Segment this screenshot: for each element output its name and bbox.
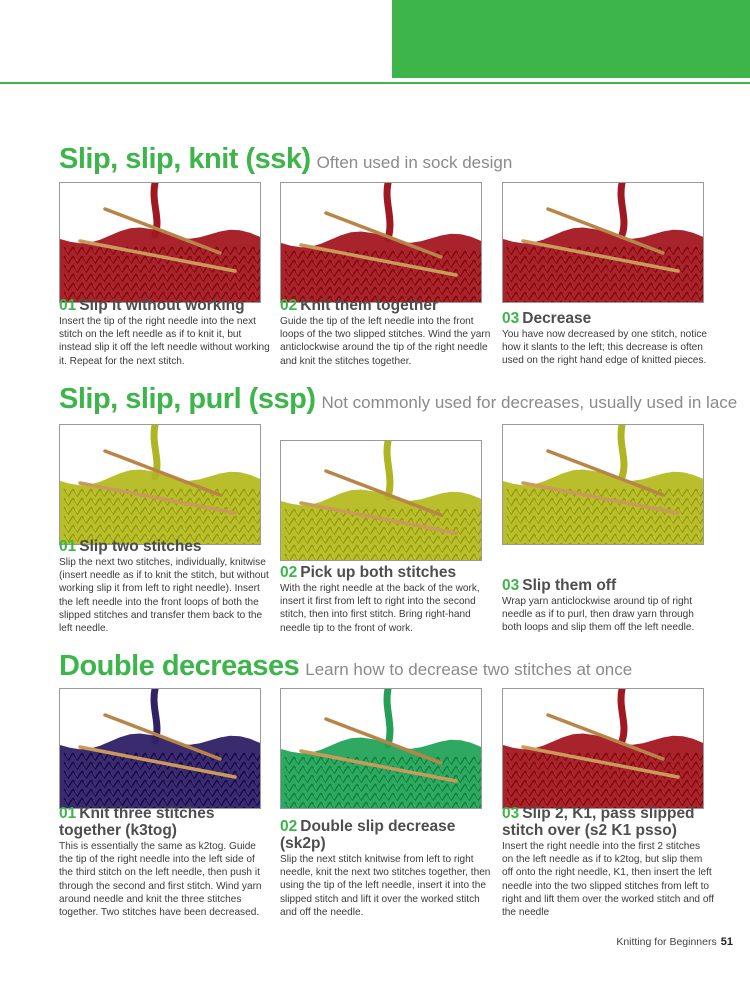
step-title: Decrease [522, 310, 592, 327]
step-number: 03 [502, 310, 520, 327]
step-number: 01 [59, 538, 77, 555]
header-green-block [392, 0, 750, 78]
photo-ssk-step-3 [502, 182, 704, 303]
step-ssk-1 [59, 297, 271, 368]
step-number: 01 [59, 297, 77, 314]
knitting-swatch-illustration [281, 441, 481, 560]
step-body: Guide the tip of the left needle into the front loops of the two slipped stitches. Wind the yarn anticlockwise around the tip of the right needle and knit the stitches together. [280, 316, 491, 367]
step-title: Slip two stitches [79, 538, 202, 555]
step-ssp-2 [280, 564, 492, 635]
photo-double-step-1 [59, 688, 261, 809]
knitting-swatch-illustration [60, 183, 260, 302]
photo-ssp-step-1 [59, 424, 261, 545]
knitting-swatch-illustration [60, 425, 260, 544]
section-title-ssk [59, 143, 512, 176]
step-heading [280, 297, 492, 314]
step-number: 01 [59, 805, 77, 822]
step-number: 03 [502, 805, 520, 822]
step-heading [59, 805, 271, 839]
step-body: Insert the right needle into the first 2 stitches on the left needle as if to k2tog, but slip them off onto the right needle, K1, then insert the left needle into the two slipped stitches from left to right and lift them over the worked stitch and off the needle [502, 841, 714, 919]
knitting-swatch-illustration [281, 183, 481, 302]
step-body: Insert the tip of the right needle into the next stitch on the left needle as if to knit it, but instead slip it off the left needle without working it. Repeat for the next stitch. [59, 316, 270, 367]
step-title: Knit them together [300, 297, 439, 314]
section-title-ssp [59, 383, 737, 416]
step-double-1 [59, 805, 271, 919]
step-number: 02 [280, 297, 298, 314]
step-title: Slip them off [522, 577, 617, 594]
section-heading: Double decreases [59, 650, 300, 682]
step-heading [280, 818, 492, 852]
photo-ssp-step-3 [502, 424, 704, 545]
step-body: You have now decreased by one stitch, notice how it slants to the left; this decrease is often used on the right hand edge of knitted pieces. [502, 329, 708, 367]
step-body: With the right needle at the back of the work, insert it first from left to right into the second stitch, then into first stitch. Bring right-hand needle tip to the front of work. [280, 583, 480, 634]
knitting-swatch-illustration [281, 689, 481, 808]
page-number: 51 [720, 936, 733, 948]
section-heading: Slip, slip, knit (ssk) [59, 143, 311, 175]
step-title: Double slip decrease (sk2p) [280, 818, 456, 852]
step-number: 02 [280, 818, 298, 835]
step-heading [59, 297, 271, 314]
step-body: Wrap yarn anticlockwise around tip of right needle as if to purl, then draw yarn through both loops and slip them off the left needle. [502, 596, 695, 634]
step-title: Pick up both stitches [300, 564, 457, 581]
step-title: Slip 2, K1, pass slipped stitch over (s2 K1 psso) [502, 805, 695, 839]
knitting-swatch-illustration [503, 689, 703, 808]
step-body: This is essentially the same as k2tog. Guide the tip of the right needle into the left side of the third stitch on the left needle, then push it through the second and first stitch. Wind yarn around needle and knit the three stitches together. Two stitches have been decreased. [59, 841, 262, 919]
header-rule [0, 82, 750, 84]
page-footer [616, 936, 733, 948]
step-heading [502, 805, 714, 839]
step-body: Slip the next two stitches, individually, knitwise (insert needle as if to knit the stitch, but without working slip it from left to right needle). Insert the left needle into the front loops of both the slipped stitches and transfer them back to the left needle. [59, 557, 269, 635]
step-ssp-3 [502, 577, 714, 635]
step-heading [59, 538, 271, 555]
knitting-swatch-illustration [503, 183, 703, 302]
step-ssk-2 [280, 297, 492, 368]
knitting-swatch-illustration [60, 689, 260, 808]
step-title: Slip it without working [79, 297, 245, 314]
step-heading [502, 577, 714, 594]
step-number: 03 [502, 577, 520, 594]
step-heading [502, 310, 714, 327]
section-subtitle: Learn how to decrease two stitches at once [305, 660, 633, 679]
photo-ssp-step-2 [280, 440, 482, 561]
step-body: Slip the next stitch knitwise from left to right needle, knit the next two stitches together, then using the tip of the left needle, insert it into the slipped stitch and lift it over the worked stitch and off the needle. [280, 854, 491, 918]
step-ssk-3 [502, 310, 714, 368]
footer-title: Knitting for Beginners [616, 936, 717, 948]
step-double-3 [502, 805, 714, 919]
photo-ssk-step-2 [280, 182, 482, 303]
section-title-double [59, 650, 632, 683]
photo-ssk-step-1 [59, 182, 261, 303]
photo-double-step-2 [280, 688, 482, 809]
section-subtitle: Often used in sock design [316, 153, 513, 172]
step-ssp-1 [59, 538, 271, 635]
step-heading [280, 564, 492, 581]
step-number: 02 [280, 564, 298, 581]
photo-double-step-3 [502, 688, 704, 809]
step-title: Knit three stitches together (k3tog) [59, 805, 215, 839]
section-heading: Slip, slip, purl (ssp) [59, 383, 316, 415]
step-double-2 [280, 818, 492, 919]
knitting-swatch-illustration [503, 425, 703, 544]
section-subtitle: Not commonly used for decreases, usually used in lace [321, 393, 738, 412]
